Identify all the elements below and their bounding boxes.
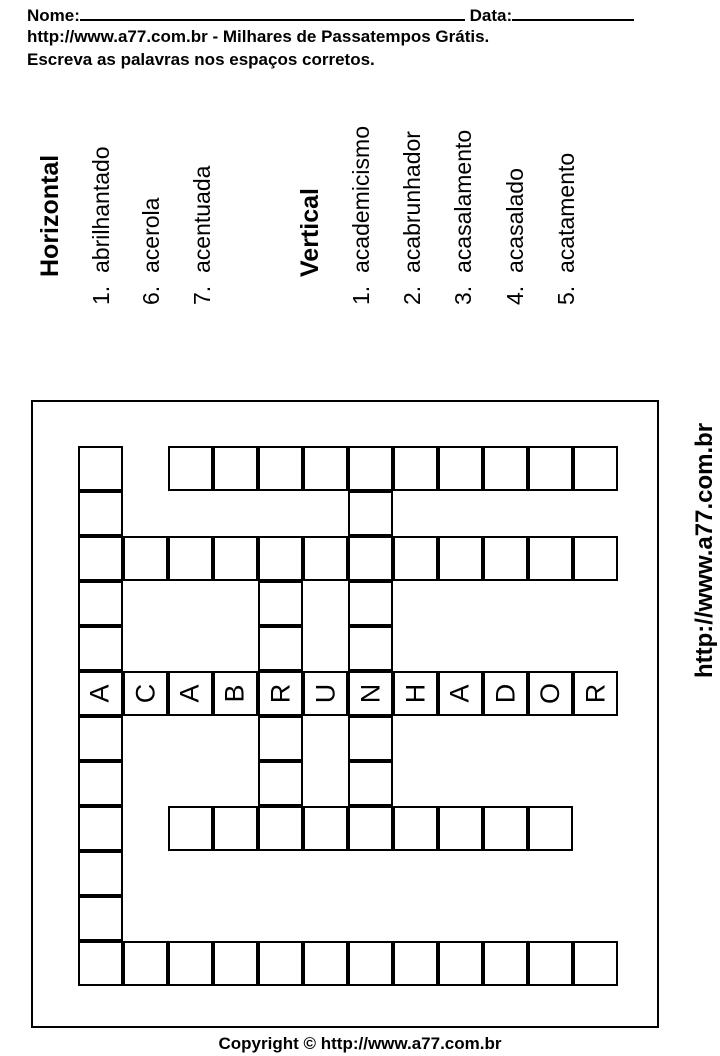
grid-cell[interactable] (78, 536, 123, 581)
crossword-board (31, 400, 659, 1028)
grid-cell[interactable] (303, 941, 348, 986)
clue-vertical-5 (553, 153, 579, 305)
clue-number: 2. (399, 285, 425, 305)
grid-cell[interactable] (483, 941, 528, 986)
clue-word: acasalado (502, 168, 528, 273)
clue-number: 1. (348, 285, 374, 305)
cell-letter: H (400, 683, 430, 704)
grid-cell[interactable] (438, 806, 483, 851)
grid-cell[interactable] (78, 941, 123, 986)
grid-cell[interactable] (213, 941, 258, 986)
grid-cell-filled[interactable] (258, 671, 303, 716)
grid-cell[interactable] (258, 536, 303, 581)
name-label: Nome: (27, 6, 80, 25)
clue-word: acabrunhador (399, 131, 425, 273)
cell-letter: A (84, 684, 115, 703)
grid-cell[interactable] (393, 941, 438, 986)
grid-cell[interactable] (393, 806, 438, 851)
grid-cell[interactable] (348, 491, 393, 536)
grid-cell[interactable] (348, 761, 393, 806)
grid-cell[interactable] (483, 806, 528, 851)
cell-letter: R (265, 683, 295, 704)
grid-cell-filled[interactable] (573, 671, 618, 716)
grid-cell[interactable] (168, 941, 213, 986)
grid-cell[interactable] (78, 716, 123, 761)
cell-letter: A (174, 684, 205, 703)
grid-cell[interactable] (123, 536, 168, 581)
clue-horizontal-7 (189, 166, 215, 305)
grid-cell[interactable] (168, 536, 213, 581)
grid-cell[interactable] (258, 446, 303, 491)
grid-cell[interactable] (573, 536, 618, 581)
grid-cell-filled[interactable] (303, 671, 348, 716)
grid-cell[interactable] (258, 626, 303, 671)
grid-cell[interactable] (78, 626, 123, 671)
grid-cell-filled[interactable] (393, 671, 438, 716)
grid-cell-filled[interactable] (78, 671, 123, 716)
grid-cell[interactable] (438, 446, 483, 491)
grid-cell[interactable] (528, 806, 573, 851)
clue-number: 5. (553, 285, 579, 305)
grid-cell[interactable] (78, 446, 123, 491)
clue-number: 4. (502, 285, 528, 305)
grid-cell[interactable] (393, 536, 438, 581)
clue-number: 7. (189, 285, 215, 305)
grid-cell[interactable] (438, 941, 483, 986)
instruction-text: Escreva as palavras nos espaços corretos. (27, 50, 375, 69)
grid-cell[interactable] (258, 941, 303, 986)
side-url: http://www.a77.com.br (691, 422, 718, 678)
grid-cell-filled[interactable] (348, 671, 393, 716)
grid-cell-filled[interactable] (483, 671, 528, 716)
cell-letter: B (219, 684, 250, 703)
grid-cell[interactable] (348, 446, 393, 491)
clue-vertical-2 (399, 131, 425, 305)
cell-letter: O (534, 682, 565, 705)
grid-cell[interactable] (258, 761, 303, 806)
grid-cell[interactable] (168, 446, 213, 491)
cell-letter: N (355, 683, 385, 704)
grid-cell[interactable] (258, 716, 303, 761)
grid-cell[interactable] (573, 446, 618, 491)
cell-letter: A (444, 684, 475, 703)
clue-vertical-3 (450, 130, 476, 305)
cell-letter: U (310, 683, 340, 704)
grid-cell[interactable] (348, 536, 393, 581)
grid-cell[interactable] (528, 941, 573, 986)
grid-cell-filled[interactable] (528, 671, 573, 716)
cell-letter: R (580, 683, 610, 704)
grid-cell[interactable] (78, 851, 123, 896)
grid-cell[interactable] (78, 806, 123, 851)
grid-cell[interactable] (303, 446, 348, 491)
cell-letter: D (490, 683, 520, 704)
cell-letter: C (130, 683, 160, 704)
name-field[interactable] (80, 3, 465, 21)
grid-cell-filled[interactable] (123, 671, 168, 716)
grid-cell-filled[interactable] (213, 671, 258, 716)
grid-cell[interactable] (348, 581, 393, 626)
clue-word: acatamento (553, 152, 579, 273)
grid-cell[interactable] (78, 761, 123, 806)
grid-cell[interactable] (123, 941, 168, 986)
grid-cell[interactable] (483, 536, 528, 581)
clue-number: 6. (138, 285, 164, 305)
clue-word: acerola (138, 197, 164, 273)
grid-cell[interactable] (528, 446, 573, 491)
grid-cell[interactable] (213, 446, 258, 491)
clue-horizontal-6 (138, 198, 164, 305)
vertical-title: Vertical (296, 188, 324, 277)
grid-cell[interactable] (348, 941, 393, 986)
horizontal-title: Horizontal (36, 154, 64, 277)
clue-vertical-1 (348, 126, 374, 305)
grid-cell[interactable] (438, 536, 483, 581)
grid-cell[interactable] (78, 896, 123, 941)
grid-cell[interactable] (348, 806, 393, 851)
copyright: Copyright © http://www.a77.com.br (218, 1034, 502, 1053)
site-line: http://www.a77.com.br - Milhares de Passatempos Grátis. (27, 27, 490, 46)
clue-vertical-4 (502, 168, 528, 305)
grid-cell[interactable] (303, 536, 348, 581)
clue-word: acasalamento (450, 129, 476, 273)
grid-cell[interactable] (78, 581, 123, 626)
grid-cell[interactable] (168, 806, 213, 851)
clue-horizontal-1 (88, 146, 114, 305)
grid-cell[interactable] (528, 536, 573, 581)
grid-cell[interactable] (483, 446, 528, 491)
clue-word: abrilhantado (88, 146, 114, 273)
clue-word: academicismo (348, 126, 374, 273)
grid-cell[interactable] (348, 626, 393, 671)
clue-word: acentuada (189, 165, 215, 273)
grid-cell[interactable] (303, 806, 348, 851)
date-label: Data: (469, 6, 513, 25)
grid-cell[interactable] (258, 806, 303, 851)
grid-cell-filled[interactable] (438, 671, 483, 716)
grid-cell[interactable] (78, 491, 123, 536)
grid-cell[interactable] (213, 806, 258, 851)
grid-cell[interactable] (573, 941, 618, 986)
grid-cell-filled[interactable] (168, 671, 213, 716)
clue-number: 1. (88, 285, 114, 305)
grid-cell[interactable] (213, 536, 258, 581)
date-field[interactable] (512, 3, 634, 21)
grid-cell[interactable] (393, 446, 438, 491)
name-date-line (27, 3, 634, 26)
grid-cell[interactable] (258, 581, 303, 626)
clue-number: 3. (450, 285, 476, 305)
grid-cell[interactable] (348, 716, 393, 761)
